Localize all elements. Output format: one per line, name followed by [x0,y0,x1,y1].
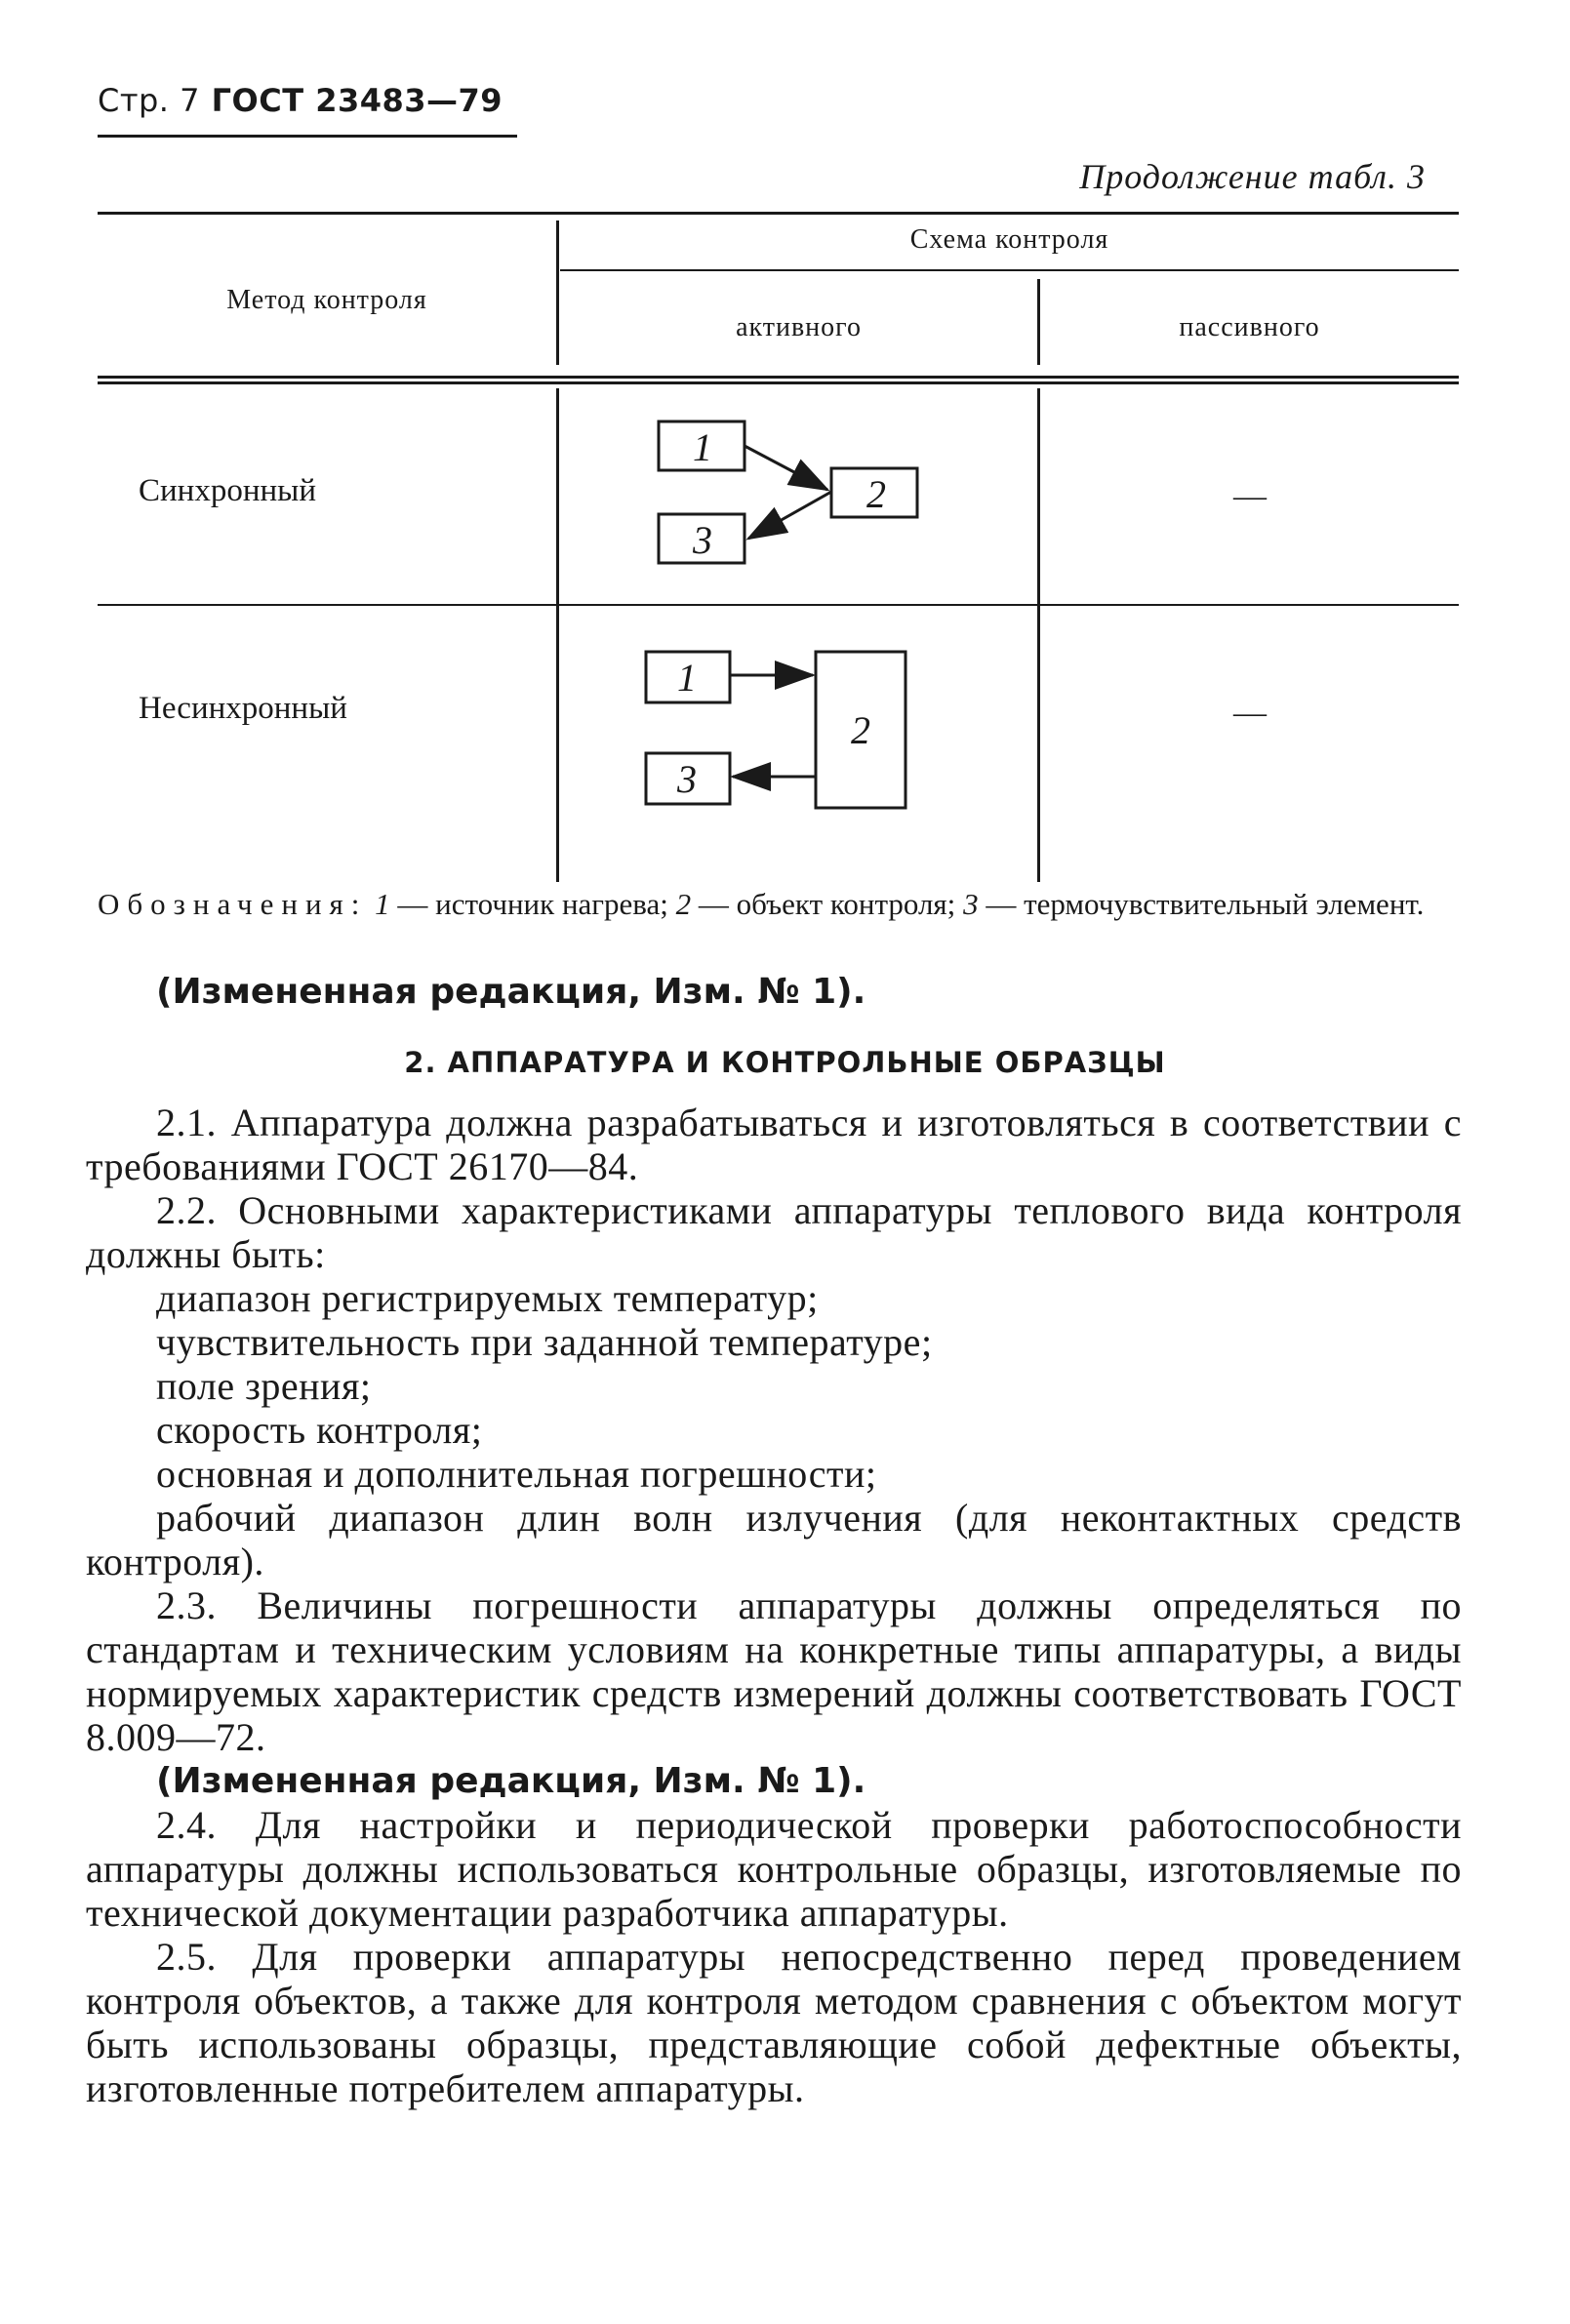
async-scheme-diagram [634,640,927,845]
row-passive-sync: — [1233,478,1267,514]
paragraph-2-2: 2.2. Основными характеристиками аппаратуры теплового вида контроля должны быть: [86,1188,1462,1276]
list-item: основная и дополнительная погрешности; [156,1452,877,1496]
row-method-async: Несинхронный [139,691,347,726]
sync-scheme-diagram [644,402,956,587]
table-top-rule [98,212,1459,215]
box-2-label: 2 [866,472,886,516]
list-item: скорость контроля; [156,1408,483,1452]
amendment-note-1: (Измененная редакция, Изм. № 1). [156,972,866,1012]
legend-num-3: 3 [963,887,979,921]
row-passive-async: — [1233,695,1267,731]
table-caption: Продолжение табл. 3 [1079,157,1426,196]
paragraph-2-1: 2.1. Аппаратура должна разрабатываться и изготовляться в соответствии с требованиями ГОСТ 26170—84. [86,1101,1462,1188]
column-divider-2-body [1037,388,1040,882]
row-method-sync: Синхронный [139,473,316,508]
list-item: диапазон регистрируемых температур; [156,1276,819,1320]
header-passive: пассивного [1179,312,1320,342]
document-id: ГОСТ 23483—79 [211,82,503,119]
legend-text-3: — термочувствительный элемент. [978,887,1425,921]
column-divider-1 [556,220,559,365]
header-scheme: Схема контроля [909,224,1109,255]
box-2-label: 2 [851,708,870,752]
section-title: 2. АППАРАТУРА И КОНТРОЛЬНЫЕ ОБРАЗЦЫ [404,1046,1166,1079]
box-1-label: 1 [693,425,712,469]
header-sub-rule [560,269,1459,271]
paragraph-2-4: 2.4. Для настройки и периодической проверки работоспособности аппаратуры должны использоваться контрольные образцы, изготовляемые по технической документации разработчика аппаратуры. [86,1803,1462,1935]
header-rule [98,135,517,138]
legend-text-1: — источник нагрева; [389,887,676,921]
column-divider-1-body [556,388,559,882]
box-3-label: 3 [693,518,712,562]
page-header [98,82,503,119]
table-legend [98,886,1459,923]
legend-lead: Обозначения: [98,887,368,921]
box-3-label: 3 [677,757,697,801]
list-item: поле зрения; [156,1364,372,1408]
box-1-label: 1 [677,656,697,700]
list-item: чувствительность при заданной температуре; [156,1320,933,1364]
legend-text-2: — объект контроля; [691,887,964,921]
header-double-rule-top [98,376,1459,379]
header-double-rule-bottom [98,381,1459,384]
header-method: Метод контроля [226,285,427,315]
amendment-note-2: (Измененная редакция, Изм. № 1). [156,1761,866,1801]
arrow-1-to-2 [745,446,827,490]
header-active: активного [736,312,862,342]
row-divider [98,604,1459,606]
legend-num-2: 2 [675,887,692,921]
page-number: Стр. 7 [98,82,200,119]
arrow-2-to-3 [748,492,831,539]
paragraph-2-3: 2.3. Величины погрешности аппаратуры должны определяться по стандартам и техническим условиям на конкретные типы аппаратуры, а виды нормируемых характеристик средств измерений должны соответствовать ГОСТ 8.009—72. [86,1583,1462,1759]
list-item-last: рабочий диапазон длин волн излучения (для неконтактных средств контроля). [86,1496,1462,1583]
body-text [86,1101,1462,2110]
legend-num-1: 1 [375,887,390,921]
paragraph-2-5: 2.5. Для проверки аппаратуры непосредственно перед проведением контроля объектов, а также для контроля методом сравнения с объектом могут быть использованы образцы, представляющие собой дефектные объекты, изготовленные потребителем аппаратуры. [86,1935,1462,2110]
